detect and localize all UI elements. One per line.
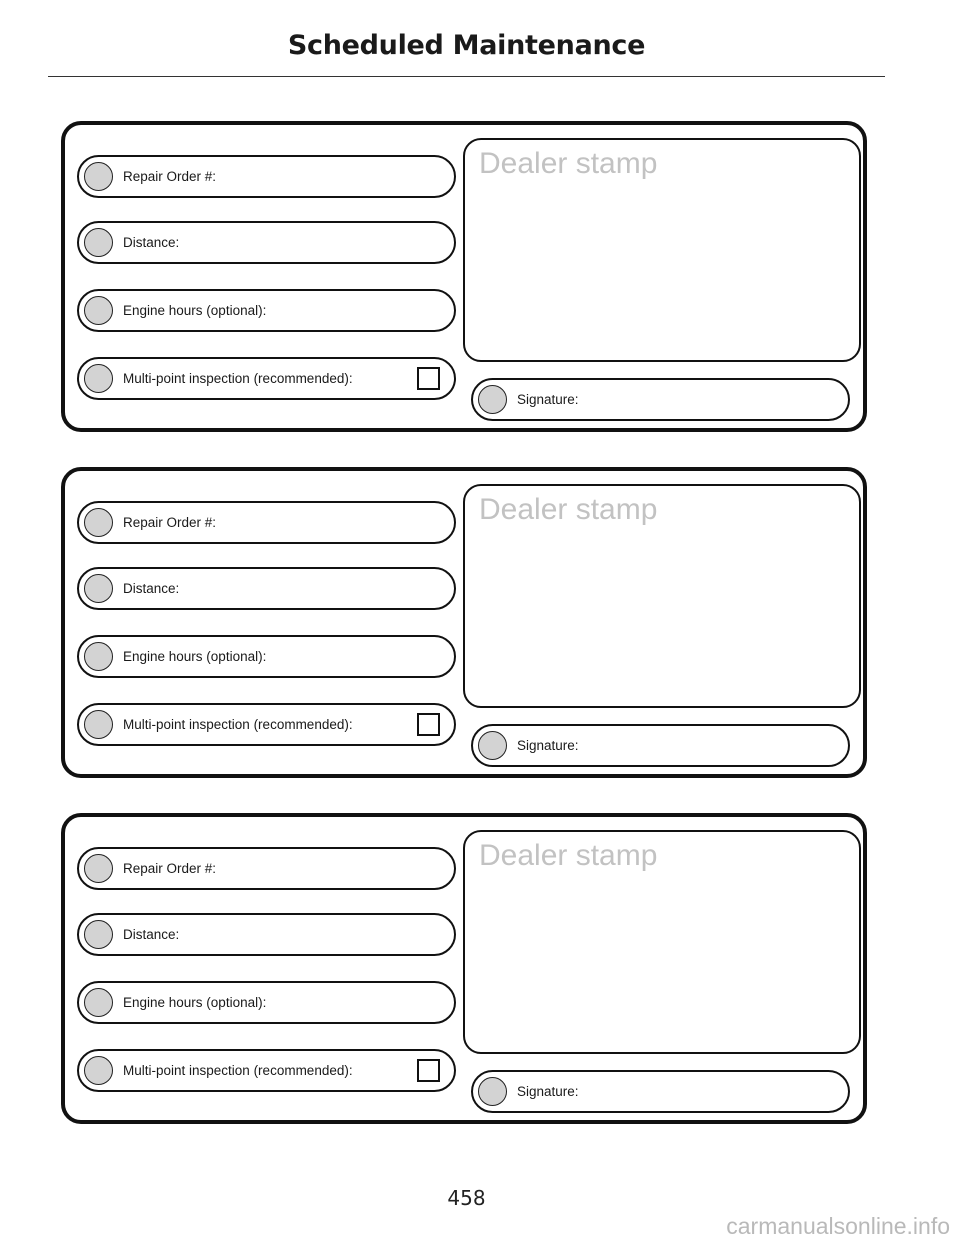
engine-hours-field[interactable] <box>77 981 456 1024</box>
dealer-stamp-box <box>463 484 861 708</box>
repair-order-field[interactable] <box>77 501 456 544</box>
distance-field[interactable] <box>77 221 456 264</box>
inspection-field <box>77 703 456 746</box>
signature-field[interactable] <box>471 1070 850 1113</box>
bullet-icon <box>84 642 113 671</box>
engine-hours-label: Engine hours (optional): <box>123 649 267 664</box>
dealer-stamp-label: Dealer stamp <box>479 839 658 872</box>
bullet-icon <box>84 364 113 393</box>
distance-label: Distance: <box>123 235 180 250</box>
distance-label: Distance: <box>123 581 180 596</box>
inspection-label: Multi-point inspection (recommended): <box>123 1063 353 1078</box>
inspection-checkbox[interactable] <box>417 367 440 390</box>
title-divider <box>48 76 885 77</box>
maintenance-record-card-3 <box>61 813 867 1124</box>
inspection-checkbox[interactable] <box>417 713 440 736</box>
bullet-icon <box>84 508 113 537</box>
engine-hours-label: Engine hours (optional): <box>123 995 267 1010</box>
dealer-stamp-box <box>463 138 861 362</box>
page-title: Scheduled Maintenance <box>287 30 646 61</box>
bullet-icon <box>84 854 113 883</box>
repair-order-field[interactable] <box>77 155 456 198</box>
signature-label: Signature: <box>517 1084 579 1099</box>
inspection-label: Multi-point inspection (recommended): <box>123 371 353 386</box>
bullet-icon <box>84 228 113 257</box>
distance-field[interactable] <box>77 567 456 610</box>
signature-field[interactable] <box>471 724 850 767</box>
inspection-field <box>77 1049 456 1092</box>
bullet-icon <box>478 731 507 760</box>
dealer-stamp-label: Dealer stamp <box>479 147 658 180</box>
bullet-icon <box>478 1077 507 1106</box>
engine-hours-field[interactable] <box>77 289 456 332</box>
bullet-icon <box>84 988 113 1017</box>
bullet-icon <box>84 162 113 191</box>
repair-order-label: Repair Order #: <box>123 515 217 530</box>
bullet-icon <box>478 385 507 414</box>
bullet-icon <box>84 296 113 325</box>
maintenance-record-card-1 <box>61 121 867 432</box>
page-number: 458 <box>447 1186 486 1210</box>
signature-field[interactable] <box>471 378 850 421</box>
engine-hours-field[interactable] <box>77 635 456 678</box>
engine-hours-label: Engine hours (optional): <box>123 303 267 318</box>
inspection-label: Multi-point inspection (recommended): <box>123 717 353 732</box>
distance-field[interactable] <box>77 913 456 956</box>
repair-order-label: Repair Order #: <box>123 169 217 184</box>
signature-label: Signature: <box>517 392 579 407</box>
signature-label: Signature: <box>517 738 579 753</box>
dealer-stamp-label: Dealer stamp <box>479 493 658 526</box>
inspection-checkbox[interactable] <box>417 1059 440 1082</box>
repair-order-label: Repair Order #: <box>123 861 217 876</box>
watermark: carmanualsonline.info <box>726 1213 950 1239</box>
bullet-icon <box>84 920 113 949</box>
bullet-icon <box>84 574 113 603</box>
inspection-field <box>77 357 456 400</box>
repair-order-field[interactable] <box>77 847 456 890</box>
maintenance-record-card-2 <box>61 467 867 778</box>
bullet-icon <box>84 710 113 739</box>
dealer-stamp-box <box>463 830 861 1054</box>
bullet-icon <box>84 1056 113 1085</box>
distance-label: Distance: <box>123 927 180 942</box>
